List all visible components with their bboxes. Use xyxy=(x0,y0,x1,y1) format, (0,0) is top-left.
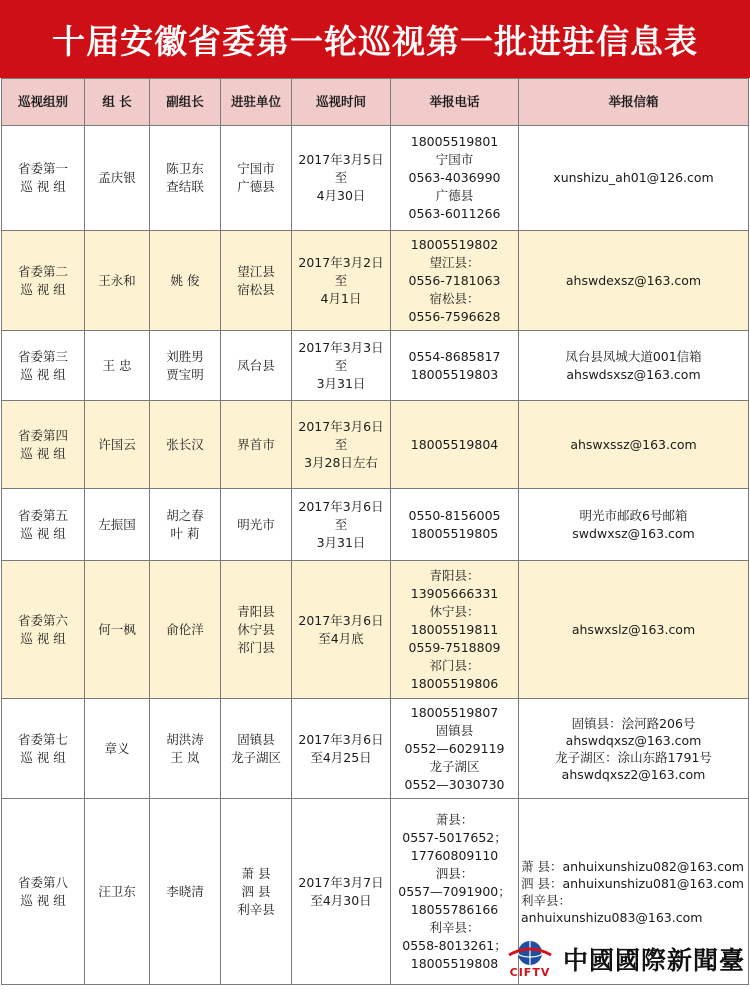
header-mail: 举报信箱 xyxy=(519,79,749,126)
cell-group: 省委第八 巡 视 组 xyxy=(2,799,85,985)
cell-group: 省委第六 巡 视 组 xyxy=(2,561,85,699)
header-time: 巡视时间 xyxy=(292,79,391,126)
header-phone: 举报电话 xyxy=(391,79,519,126)
table-row xyxy=(2,401,749,489)
cell-deputy: 胡洪涛 王 岚 xyxy=(150,699,221,799)
table-row xyxy=(2,489,749,561)
cell-units: 凤台县 xyxy=(221,331,292,401)
logo-brand-text: CIFTV xyxy=(509,966,551,979)
table-row xyxy=(2,126,749,231)
cell-deputy: 姚 俊 xyxy=(150,231,221,331)
cell-phone: 18005519801 宁国市 0563-4036990 广德县 0563-6011266 xyxy=(391,126,519,231)
cell-time: 2017年3月2日至 4月1日 xyxy=(292,231,391,331)
cell-units: 明光市 xyxy=(221,489,292,561)
cell-mail: 明光市邮政6号邮箱 swdwxsz@163.com xyxy=(519,489,749,561)
page-title: 十届安徽省委第一轮巡视第一批进驻信息表 xyxy=(0,0,750,78)
cell-mail: xunshizu_ah01@126.com xyxy=(519,126,749,231)
cell-group: 省委第一 巡 视 组 xyxy=(2,126,85,231)
cell-mail: 固镇县：浍河路206号 ahswdqxsz@163.com 龙子湖区：涂山东路1791号 ahswdqxsz2@163.com xyxy=(519,699,749,799)
cell-time: 2017年3月6日 至4月25日 xyxy=(292,699,391,799)
cifty-logo xyxy=(501,939,746,979)
cell-group: 省委第三 巡 视 组 xyxy=(2,331,85,401)
cell-deputy: 俞伦洋 xyxy=(150,561,221,699)
cell-leader: 王永和 xyxy=(85,231,150,331)
cell-mail: 凤台县凤城大道001信箱 ahswdsxsz@163.com xyxy=(519,331,749,401)
cell-leader: 何一枫 xyxy=(85,561,150,699)
header-units: 进驻单位 xyxy=(221,79,292,126)
cell-time: 2017年3月6日至 3月31日 xyxy=(292,489,391,561)
cell-leader: 许国云 xyxy=(85,401,150,489)
logo-name-text: 中國國際新聞臺 xyxy=(563,946,746,975)
cell-units: 青阳县 休宁县 祁门县 xyxy=(221,561,292,699)
inspection-table xyxy=(1,78,749,985)
cell-units: 界首市 xyxy=(221,401,292,489)
cell-leader: 左振国 xyxy=(85,489,150,561)
header-group: 巡视组别 xyxy=(2,79,85,126)
cell-time: 2017年3月6日至 3月28日左右 xyxy=(292,401,391,489)
cell-time: 2017年3月6日 至4月底 xyxy=(292,561,391,699)
header-leader: 组 长 xyxy=(85,79,150,126)
cell-phone: 0550-8156005 18005519805 xyxy=(391,489,519,561)
cell-group: 省委第四 巡 视 组 xyxy=(2,401,85,489)
cell-mail: ahswxssz@163.com xyxy=(519,401,749,489)
cell-units: 萧 县 泗 县 利辛县 xyxy=(221,799,292,985)
header-deputy: 副组长 xyxy=(150,79,221,126)
cell-phone: 0554-8685817 18005519803 xyxy=(391,331,519,401)
cell-time: 2017年3月7日 至4月30日 xyxy=(292,799,391,985)
cell-leader: 章义 xyxy=(85,699,150,799)
cell-deputy: 李晓清 xyxy=(150,799,221,985)
table-header-row xyxy=(2,79,749,126)
cell-group: 省委第二 巡 视 组 xyxy=(2,231,85,331)
cell-phone: 18005519807 固镇县 0552—6029119 龙子湖区 0552—3030730 xyxy=(391,699,519,799)
table-row xyxy=(2,331,749,401)
table-row xyxy=(2,699,749,799)
cell-time: 2017年3月3日至 3月31日 xyxy=(292,331,391,401)
cell-phone: 18005519802 望江县： 0556-7181063 宿松县： 0556-7596628 xyxy=(391,231,519,331)
table-row xyxy=(2,231,749,331)
cell-phone: 青阳县： 13905666331 休宁县： 18005519811 0559-7518809 祁门县： 18005519806 xyxy=(391,561,519,699)
cell-group: 省委第五 巡 视 组 xyxy=(2,489,85,561)
table-row xyxy=(2,561,749,699)
cell-deputy: 陈卫东 查结联 xyxy=(150,126,221,231)
cell-phone: 萧县： 0557-5017652； 17760809110 泗县： 0557—7091900； 18055786166 利辛县： 0558-8013261； 18005519808 xyxy=(391,799,519,985)
cell-deputy: 胡之春 叶 莉 xyxy=(150,489,221,561)
cell-mail: ahswxslz@163.com xyxy=(519,561,749,699)
cell-units: 固镇县 龙子湖区 xyxy=(221,699,292,799)
cell-deputy: 刘胜男 贾宝明 xyxy=(150,331,221,401)
cell-time: 2017年3月5日至 4月30日 xyxy=(292,126,391,231)
cell-group: 省委第七 巡 视 组 xyxy=(2,699,85,799)
cell-units: 望江县 宿松县 xyxy=(221,231,292,331)
cell-mail: 萧 县：anhuixunshizu082@163.com 泗 县：anhuixunshizu081@163.com 利辛县：anhuixunshizu083@163.com xyxy=(519,799,749,985)
cifty-globe-icon xyxy=(501,939,559,979)
cell-mail: ahswdexsz@163.com xyxy=(519,231,749,331)
cell-leader: 汪卫东 xyxy=(85,799,150,985)
cell-units: 宁国市 广德县 xyxy=(221,126,292,231)
cell-phone: 18005519804 xyxy=(391,401,519,489)
cell-leader: 王 忠 xyxy=(85,331,150,401)
cell-leader: 孟庆银 xyxy=(85,126,150,231)
cell-deputy: 张长汉 xyxy=(150,401,221,489)
